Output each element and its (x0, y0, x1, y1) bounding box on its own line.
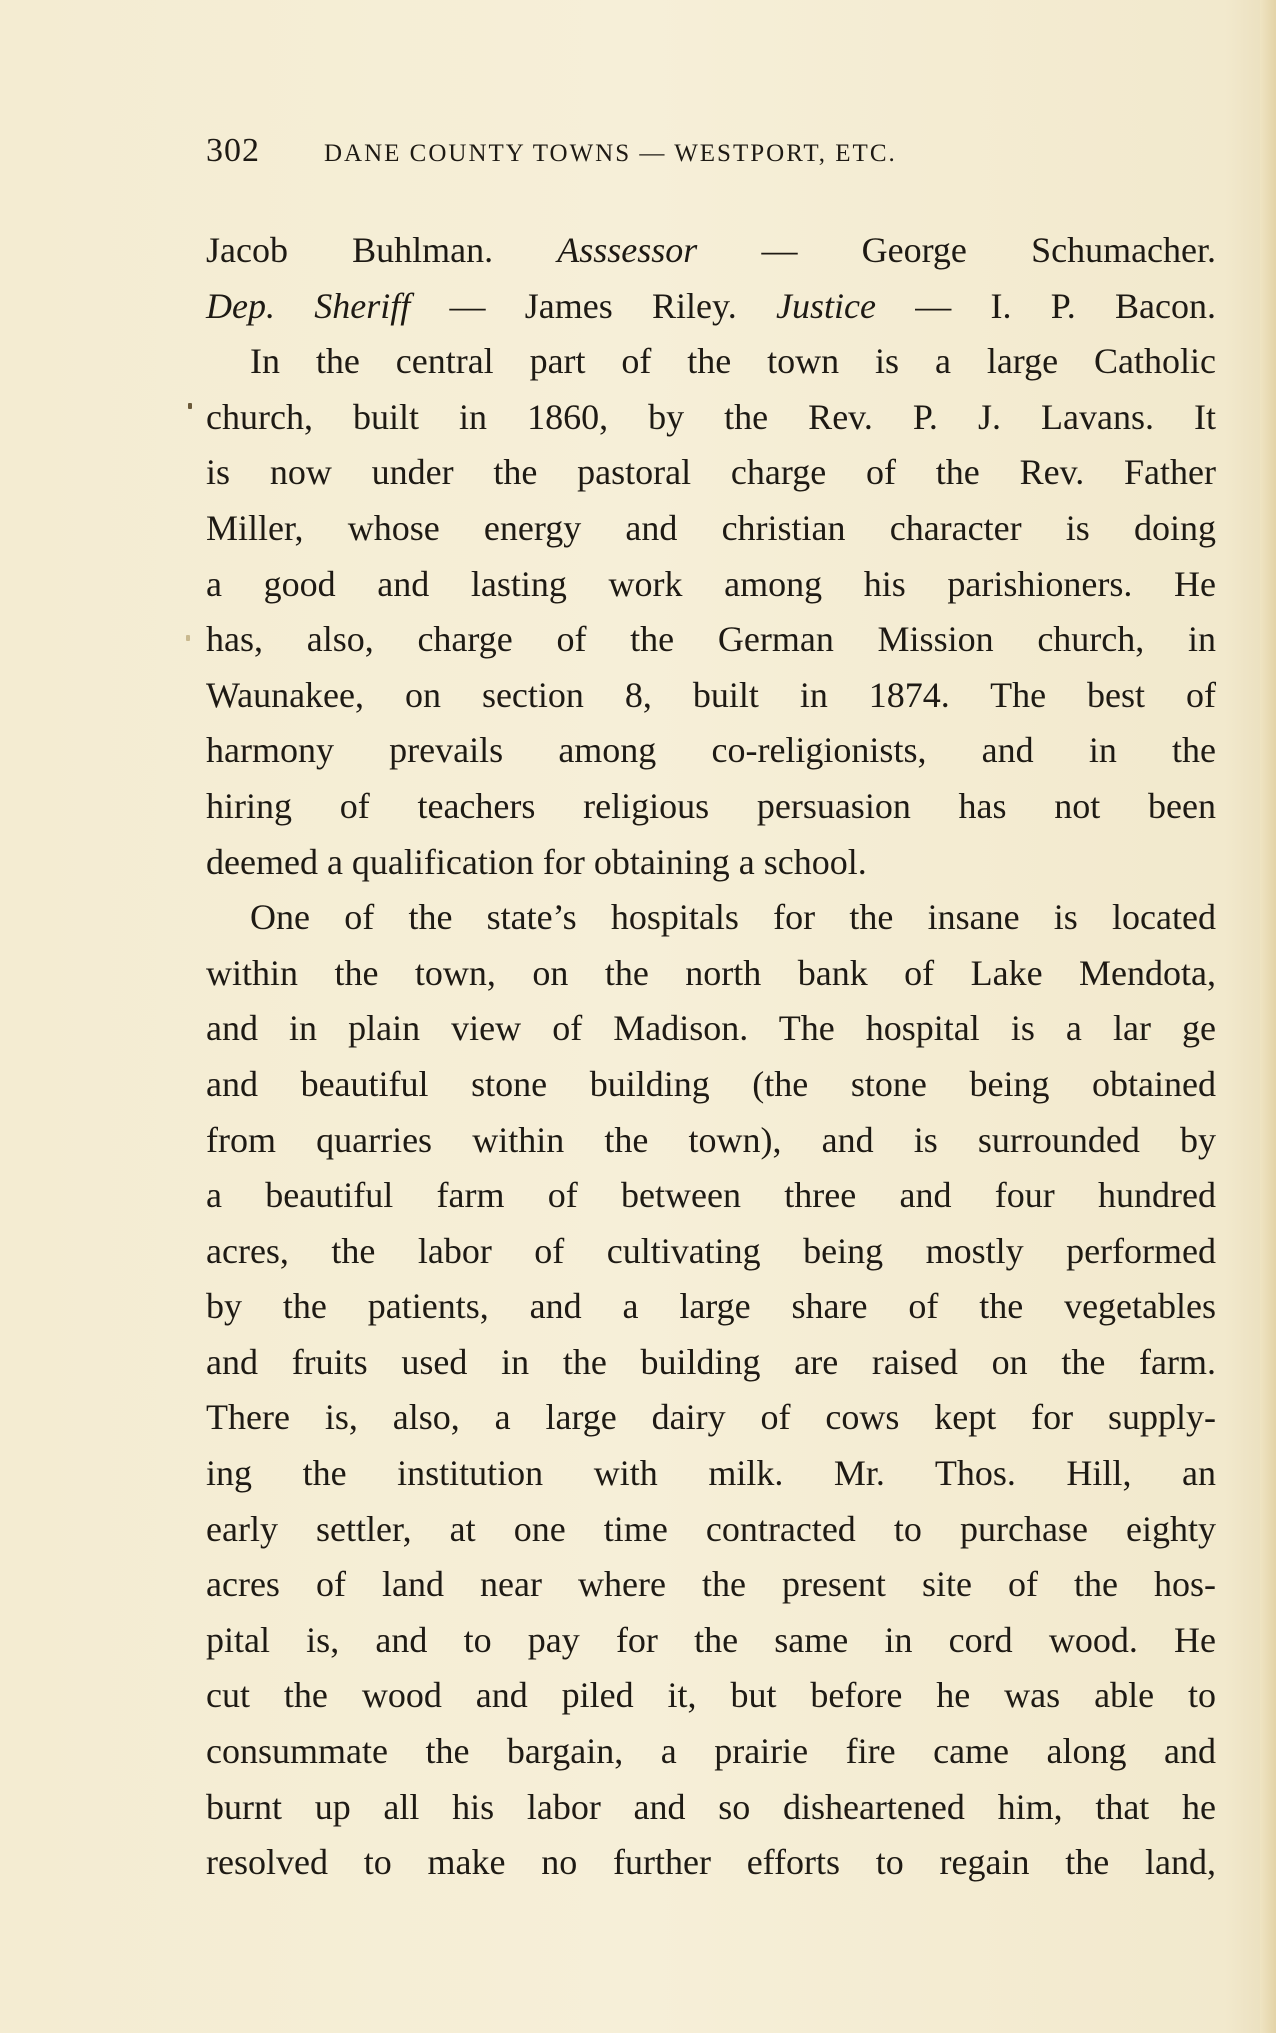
text-line (206, 890, 1216, 946)
text-line (206, 1168, 1216, 1224)
text-line (206, 390, 1216, 446)
text-line (206, 1279, 1216, 1335)
text-segment: pital is, and to pay for the same in cord wood. He (206, 1619, 1216, 1660)
text-line (206, 612, 1216, 668)
text-segment: a good and lasting work among his parishioners. He (206, 563, 1216, 604)
text-segment: acres, the labor of cultivating being mostly performed (206, 1230, 1216, 1271)
text-line (206, 1113, 1216, 1169)
text-segment: early settler, at one time contracted to purchase eighty (206, 1508, 1216, 1549)
text-line (206, 557, 1216, 613)
text-line (206, 1390, 1216, 1446)
italic-label: Asssessor (557, 230, 698, 270)
text-line (206, 1668, 1216, 1724)
text-line (206, 835, 1216, 891)
text-line (206, 1001, 1216, 1057)
body-text (206, 223, 1216, 1891)
text-line (206, 1057, 1216, 1113)
text-line (206, 1780, 1216, 1836)
text-line (206, 668, 1216, 724)
text-segment: by the patients, and a large share of the vegetables (206, 1286, 1216, 1327)
text-segment: There is, also, a large dairy of cows kept for supply- (206, 1397, 1216, 1438)
text-line (206, 946, 1216, 1002)
text-segment: hiring of teachers religious persuasion has not been (206, 785, 1216, 826)
text-segment: harmony prevails among co-religionists, and in the (206, 730, 1216, 771)
italic-label: Dep. Sheriff (206, 285, 411, 326)
text-segment: — George Schumacher. (697, 230, 1217, 270)
text-segment: Miller, whose energy and christian character is doing (206, 507, 1216, 548)
text-segment: church, built in 1860, by the Rev. P. J. Lavans. It (206, 396, 1216, 437)
page-header (206, 132, 1216, 182)
text-line (206, 1613, 1216, 1669)
text-line (206, 779, 1216, 835)
margin-mark (186, 635, 190, 641)
page-number: 302 (206, 132, 260, 169)
text-segment: — I. P. Bacon. (875, 285, 1216, 326)
text-line (206, 501, 1216, 557)
text-segment: resolved to make no further efforts to regain the land, (206, 1842, 1216, 1883)
text-line (206, 279, 1216, 335)
text-segment: — James Riley. (410, 285, 776, 326)
text-segment: ing the institution with milk. Mr. Thos. Hill, an (206, 1453, 1216, 1494)
text-segment: and in plain view of Madison. The hospital is a lar ge (206, 1008, 1216, 1049)
text-line (206, 723, 1216, 779)
text-segment: cut the wood and piled it, but before he was able to (206, 1675, 1216, 1716)
text-segment: consummate the bargain, a prairie fire came along and (206, 1731, 1216, 1772)
text-segment: has, also, charge of the German Mission church, in (206, 619, 1216, 660)
text-segment: a beautiful farm of between three and four hundred (206, 1175, 1216, 1216)
text-segment: acres of land near where the present site of the hos- (206, 1564, 1216, 1605)
text-segment: is now under the pastoral charge of the Rev. Father (206, 452, 1216, 493)
text-line (206, 223, 1216, 279)
text-segment: burnt up all his labor and so disheartened him, that he (206, 1786, 1216, 1827)
text-line (206, 1724, 1216, 1780)
text-segment: Jacob Buhlman. (206, 230, 558, 270)
running-head: DANE COUNTY TOWNS — WESTPORT, ETC. (324, 140, 897, 167)
text-segment: In the central part of the town is a large Catholic (250, 341, 1216, 382)
text-segment: Waunakee, on section 8, built in 1874. The best of (206, 674, 1216, 715)
text-segment: within the town, on the north bank of Lake Mendota, (206, 952, 1216, 993)
italic-label: Justice (775, 285, 876, 326)
page-edge (1260, 0, 1276, 2033)
text-segment: deemed a qualification for obtaining a school. (206, 841, 867, 882)
text-segment: and beautiful stone building (the stone being obtained (206, 1063, 1216, 1104)
text-segment: One of the state’s hospitals for the insane is located (250, 897, 1216, 938)
text-line (206, 1446, 1216, 1502)
text-line (206, 1835, 1216, 1891)
text-segment: from quarries within the town), and is surrounded by (206, 1119, 1216, 1160)
text-segment: and fruits used in the building are raised on the farm. (206, 1341, 1216, 1382)
text-line (206, 1502, 1216, 1558)
text-line (206, 1557, 1216, 1613)
margin-mark (188, 403, 192, 409)
text-line (206, 1335, 1216, 1391)
text-line (206, 1224, 1216, 1280)
text-line (206, 445, 1216, 501)
text-line (206, 334, 1216, 390)
